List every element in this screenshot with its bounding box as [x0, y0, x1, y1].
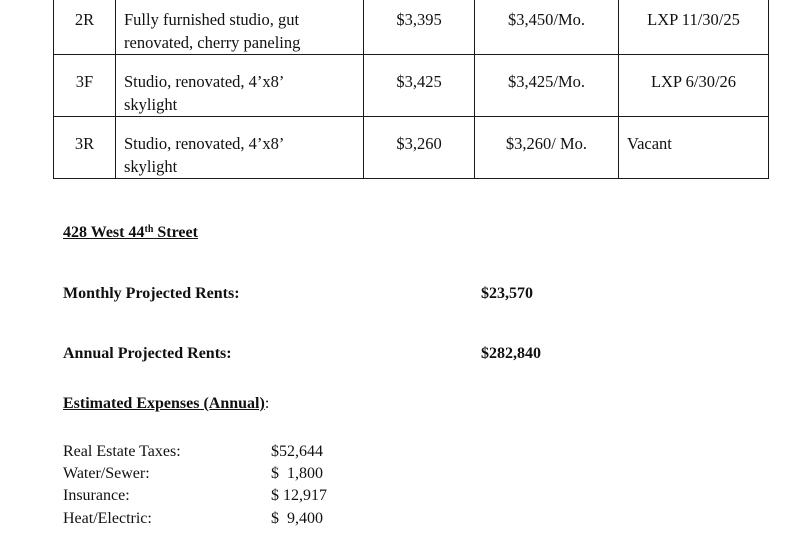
expense-label: Water/Sewer:: [63, 465, 150, 482]
address-tail: Street: [153, 224, 198, 241]
unit-description-cell: [116, 55, 364, 117]
lease-status-cell: Vacant: [619, 117, 769, 179]
unit-number-cell: 3F: [54, 55, 116, 117]
expense-amount: $52,644: [271, 443, 323, 460]
address-main: 428 West 44: [63, 224, 145, 241]
description-line: Fully furnished studio, gut: [124, 10, 300, 29]
monthly-rent-cell: $3,260/ Mo.: [475, 117, 619, 179]
description-line: renovated, cherry paneling: [124, 33, 301, 52]
expense-label: Insurance:: [63, 487, 130, 504]
expense-row: [63, 462, 383, 485]
description-line: Studio, renovated, 4’x8’: [124, 72, 285, 91]
expense-label: Heat/Electric:: [63, 510, 152, 527]
unit-description-cell: [116, 117, 364, 179]
table-row: [54, 55, 769, 117]
monthly-rent-cell: $3,450/Mo.: [475, 0, 619, 55]
expense-amount: $ 9,400: [271, 510, 323, 527]
monthly-rents-label: Monthly Projected Rents:: [63, 285, 240, 302]
expense-row: [63, 507, 383, 530]
expense-label: Real Estate Taxes:: [63, 443, 181, 460]
expense-amount: $ 1,800: [271, 465, 323, 482]
description-line: skylight: [124, 157, 178, 176]
unit-description-cell: [116, 0, 364, 55]
rent-cell: $3,260: [364, 117, 475, 179]
rent-cell: $3,425: [364, 55, 475, 117]
expenses-heading: [63, 395, 269, 413]
lease-status-cell: LXP 11/30/25: [619, 0, 769, 55]
lease-status-cell: LXP 6/30/26: [619, 55, 769, 117]
expense-row: [63, 484, 383, 507]
description-line: Studio, renovated, 4’x8’: [124, 134, 285, 153]
table-row: [54, 0, 769, 55]
property-address-heading: [63, 224, 198, 242]
monthly-rents-value: $23,570: [481, 285, 533, 302]
unit-number-cell: 3R: [54, 117, 116, 179]
address-ordinal-suffix: th: [144, 224, 154, 235]
monthly-rent-cell: $3,425/Mo.: [475, 55, 619, 117]
unit-number-cell: 2R: [54, 0, 116, 55]
rent-cell: $3,395: [364, 0, 475, 55]
description-line: skylight: [124, 95, 178, 114]
expenses-heading-colon: :: [264, 395, 270, 412]
annual-rents-label: Annual Projected Rents:: [63, 345, 232, 362]
expense-amount: $ 12,917: [271, 487, 327, 504]
units-table: [53, 0, 769, 179]
table-row: [54, 117, 769, 179]
annual-rents-value: $282,840: [481, 345, 541, 362]
expense-row: [63, 440, 383, 463]
expenses-heading-text: Estimated Expenses (Annual): [63, 395, 265, 412]
